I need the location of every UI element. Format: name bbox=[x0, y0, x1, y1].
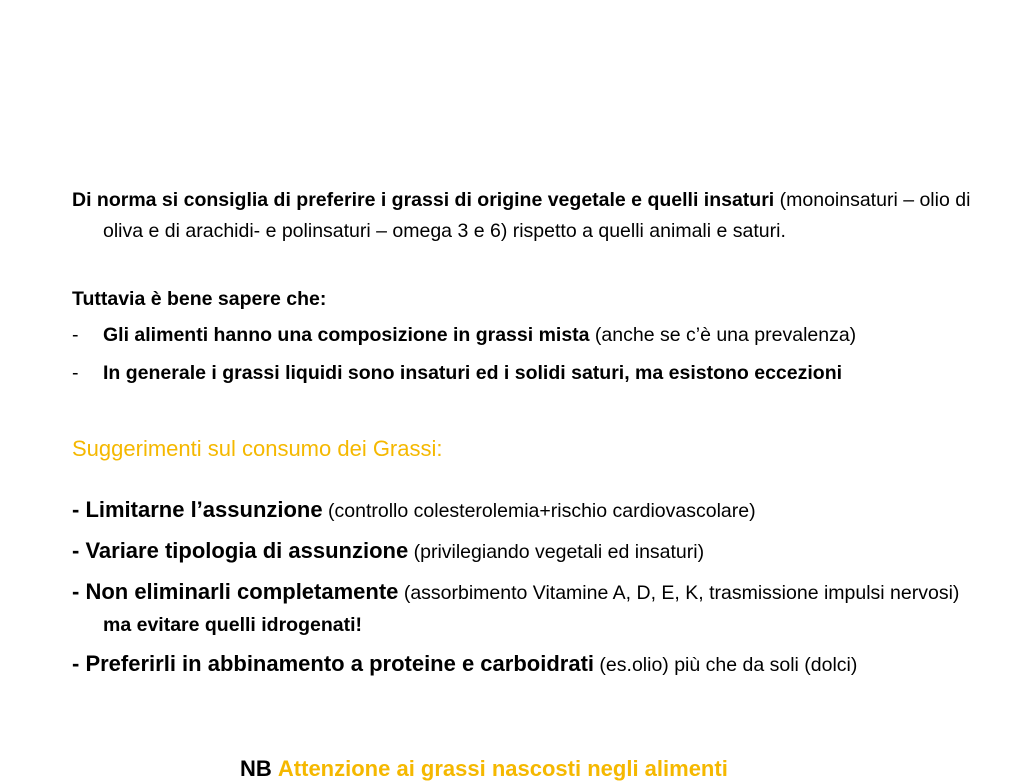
bullet-dash: - bbox=[72, 324, 79, 346]
intro-normal-text: (monoinsaturi – olio di oliva e di arachidi- e polinsaturi – omega 3 e 6) rispetto a quelli animali e saturi. bbox=[103, 189, 971, 242]
suggestion-lead: - Preferirli in abbinamento a proteine e carboidrati bbox=[72, 651, 595, 676]
suggestion-detail: (es.olio) più che da soli (dolci) bbox=[594, 654, 858, 676]
bullet-bold-text: In generale i grassi liquidi sono insaturi ed i solidi saturi, ma esistono eccezioni bbox=[103, 362, 843, 384]
suggestion-item-combine bbox=[72, 648, 972, 681]
suggestion-detail: (controllo colesterolemia+rischio cardiovascolare) bbox=[322, 500, 756, 522]
suggestion-tail-bold: ma evitare quelli idrogenati! bbox=[103, 614, 362, 636]
suggestion-item-vary bbox=[72, 535, 972, 568]
bullet-bold-text: Gli alimenti hanno una composizione in grassi mista bbox=[103, 324, 590, 346]
suggestion-lead: - Non eliminarli completamente bbox=[72, 579, 399, 604]
suggestion-lead: - Variare tipologia di assunzione bbox=[72, 538, 409, 563]
suggestion-detail: (assorbimento Vitamine A, D, E, K, trasmissione impulsi nervosi) bbox=[398, 582, 960, 604]
suggestion-item-limit bbox=[72, 494, 972, 527]
bullet-item-mixed-fats bbox=[72, 320, 972, 351]
however-line: Tuttavia è bene sapere che: bbox=[72, 288, 327, 310]
suggestion-detail: (privilegiando vegetali ed insaturi) bbox=[408, 541, 705, 563]
intro-bold-text: Di norma si consiglia di preferire i grassi di origine vegetale e quelli insaturi bbox=[72, 189, 775, 211]
intro-paragraph bbox=[72, 185, 1003, 247]
footer-note bbox=[240, 754, 728, 784]
footer-prefix: NB bbox=[240, 756, 272, 781]
footer-accent-text: Attenzione ai grassi nascosti negli alimenti bbox=[277, 756, 728, 781]
suggestion-lead: - Limitarne l’assunzione bbox=[72, 497, 323, 522]
suggestion-item-not-eliminate bbox=[72, 576, 972, 641]
bullet-content bbox=[103, 358, 842, 389]
bullet-dash: - bbox=[72, 362, 79, 384]
bullet-content bbox=[103, 320, 856, 351]
suggestions-heading: Suggerimenti sul consumo dei Grassi: bbox=[72, 436, 443, 461]
bullet-normal-text: (anche se c’è una prevalenza) bbox=[589, 324, 857, 346]
bullet-item-liquid-solid bbox=[72, 358, 972, 389]
